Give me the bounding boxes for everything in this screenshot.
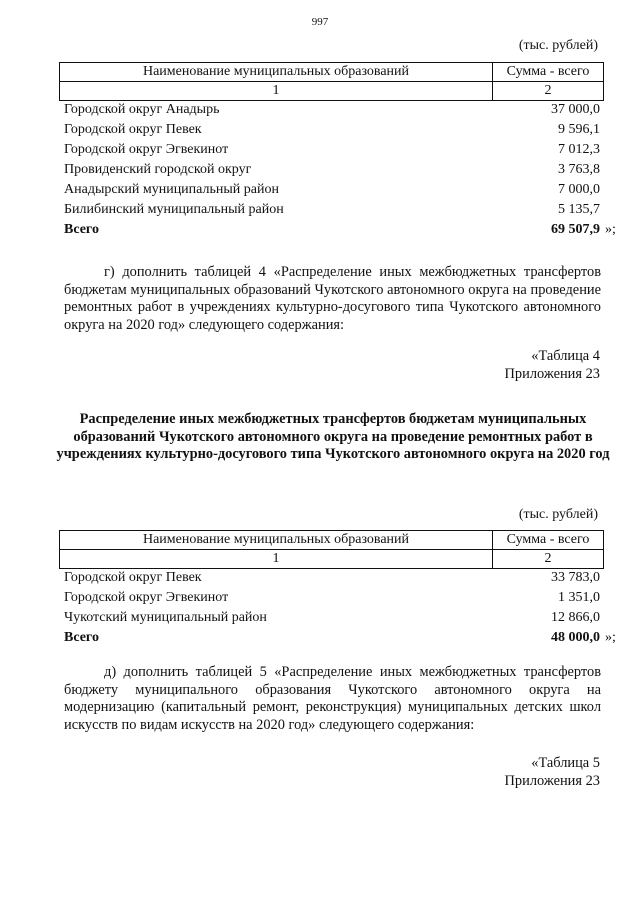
- row-name: Городской округ Певек: [64, 570, 202, 585]
- row-name: Билибинский муниципальный район: [64, 202, 284, 217]
- table5-ref-line2: Приложения 23: [504, 773, 600, 789]
- table-top-body: [64, 100, 600, 240]
- row-name: Провиденский городской округ: [64, 162, 252, 177]
- row-name: Чукотский муниципальный район: [64, 610, 267, 625]
- paragraph-g: г) дополнить таблицей 4 «Распределение иных межбюджетных трансфертов бюджетам муниципальных образований Чукотского автономного округа на проведение ремонтных работ в учреждениях культурно-досугового типа Чукотского автономного округа на 2020 год» следующего содержания:: [64, 264, 601, 333]
- col-number-1: 1: [60, 82, 493, 101]
- total-row: [64, 628, 600, 648]
- closing-quote: »;: [605, 630, 616, 645]
- table-row: [64, 100, 600, 120]
- col-number-2: 2: [493, 550, 604, 569]
- paragraph-d: д) дополнить таблицей 5 «Распределение иных межбюджетных трансфертов бюджету муниципального образования Чукотского автономного округа на модернизацию (капитальный ремонт, реконструкция) муниципальных детских школ искусств по видам искусств на 2020 год» следующего содержания:: [64, 664, 601, 733]
- row-value: 3 763,8: [558, 162, 600, 177]
- table-row: [64, 140, 600, 160]
- table-top-header: [59, 62, 604, 101]
- table5-ref-line1: «Таблица 5: [531, 755, 600, 771]
- col-header-name: Наименование муниципальных образований: [60, 63, 493, 82]
- col-header-name: Наименование муниципальных образований: [60, 531, 493, 550]
- table-row: [64, 608, 600, 628]
- total-value: 69 507,9: [551, 222, 600, 237]
- table-row: [64, 160, 600, 180]
- table-row: [64, 180, 600, 200]
- row-name: Городской округ Эгвекинот: [64, 142, 229, 157]
- table4-body: [64, 568, 600, 648]
- row-value: 1 351,0: [558, 590, 600, 605]
- row-value: 37 000,0: [551, 102, 600, 117]
- table-row: [64, 120, 600, 140]
- row-name: Городской округ Анадырь: [64, 102, 220, 117]
- table4-title: Распределение иных межбюджетных трансфертов бюджетам муниципальных образований Чукотского автономного округа на проведение ремонтных работ в учреждениях культурно-досугового типа Чукотского автономного округа на 2020 год: [56, 411, 610, 463]
- table5-reference: [505, 754, 600, 790]
- row-name: Городской округ Эгвекинот: [64, 590, 229, 605]
- row-value: 9 596,1: [558, 122, 600, 137]
- unit-label-top: (тыс. рублей): [518, 38, 598, 53]
- col-number-2: 2: [493, 82, 604, 101]
- row-name: Анадырский муниципальный район: [64, 182, 279, 197]
- total-row: [64, 220, 600, 240]
- table-row: [64, 568, 600, 588]
- unit-label-table4: (тыс. рублей): [518, 507, 598, 522]
- table4-ref-line2: Приложения 23: [504, 366, 600, 382]
- row-value: 5 135,7: [558, 202, 600, 217]
- total-value: 48 000,0: [551, 630, 600, 645]
- page-number: 997: [311, 16, 329, 28]
- row-name: Городской округ Певек: [64, 122, 202, 137]
- table4-reference: [505, 347, 600, 383]
- closing-quote: »;: [605, 222, 616, 237]
- table4-ref-line1: «Таблица 4: [531, 348, 600, 364]
- table-row: [64, 588, 600, 608]
- total-label: Всего: [64, 222, 99, 237]
- col-header-sum: Сумма - всего: [493, 531, 604, 550]
- total-label: Всего: [64, 630, 99, 645]
- row-value: 33 783,0: [551, 570, 600, 585]
- table-row: [64, 200, 600, 220]
- col-header-sum: Сумма - всего: [493, 63, 604, 82]
- row-value: 12 866,0: [551, 610, 600, 625]
- row-value: 7 000,0: [558, 182, 600, 197]
- row-value: 7 012,3: [558, 142, 600, 157]
- col-number-1: 1: [60, 550, 493, 569]
- table4-header: [59, 530, 604, 569]
